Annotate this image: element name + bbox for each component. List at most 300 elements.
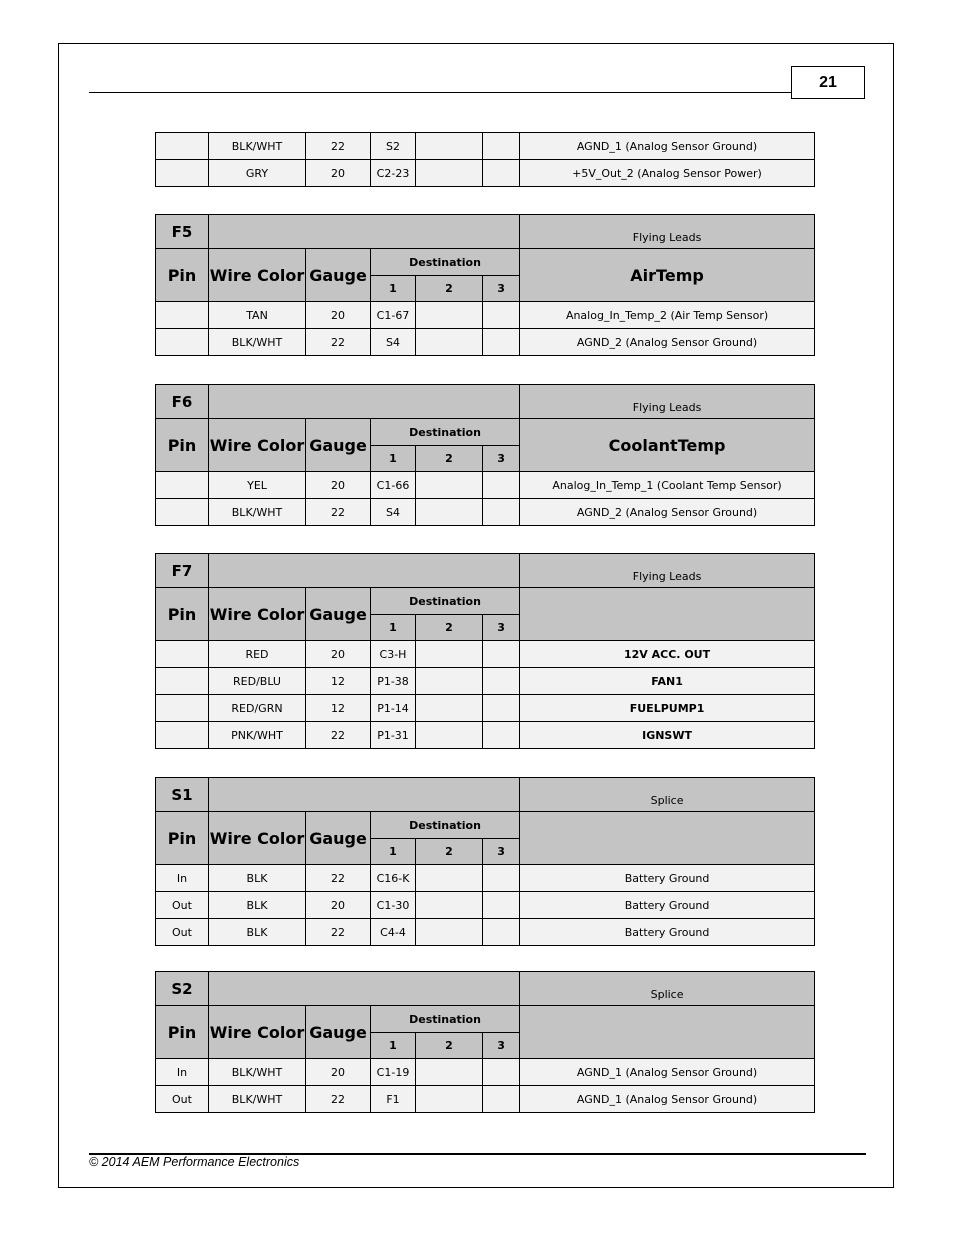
gauge-cell-text: 20	[331, 166, 345, 180]
connector-table-f7	[155, 553, 815, 749]
description-cell	[520, 668, 815, 695]
destination-3-cell	[483, 919, 520, 946]
gauge-cell	[306, 1059, 371, 1086]
destination-1-header	[371, 276, 416, 302]
description-cell-text: AGND_1 (Analog Sensor Ground)	[576, 1065, 758, 1079]
destination-1-cell-text: S4	[386, 335, 400, 349]
gauge-header	[306, 812, 371, 865]
description-cell-text: Battery Ground	[624, 925, 710, 939]
description-cell-text: FUELPUMP1	[629, 701, 705, 715]
pin-cell-text: Out	[172, 898, 192, 912]
wire-color-cell	[209, 302, 306, 329]
destination-header-text: Destination	[409, 425, 481, 439]
gauge-cell	[306, 472, 371, 499]
destination-3-header-text: 3	[497, 845, 505, 858]
wire-color-cell	[209, 160, 306, 187]
wire-color-cell	[209, 668, 306, 695]
connector-blank	[209, 554, 520, 588]
connector-type-text: Splice	[650, 794, 684, 807]
destination-3-header-text: 3	[497, 452, 505, 465]
gauge-header	[306, 419, 371, 472]
pin-header-text: Pin	[167, 265, 197, 285]
destination-2-header-text: 2	[445, 845, 453, 858]
pin-cell	[156, 722, 209, 749]
pin-cell	[156, 160, 209, 187]
wire-color-cell-text: BLK/WHT	[231, 1065, 283, 1079]
gauge-cell	[306, 302, 371, 329]
description-cell-text: +5V_Out_2 (Analog Sensor Power)	[572, 166, 762, 180]
destination-1-cell	[371, 302, 416, 329]
destination-3-cell	[483, 668, 520, 695]
wire-color-header	[209, 419, 306, 472]
destination-1-cell	[371, 329, 416, 356]
wire-color-cell	[209, 695, 306, 722]
header-rule	[89, 92, 791, 93]
destination-2-cell	[416, 865, 483, 892]
destination-3-cell	[483, 472, 520, 499]
wire-color-header-text: Wire Color	[209, 604, 305, 624]
destination-1-cell	[371, 668, 416, 695]
connector-type	[520, 385, 815, 419]
gauge-header	[306, 249, 371, 302]
pin-cell	[156, 892, 209, 919]
destination-2-cell	[416, 695, 483, 722]
gauge-cell	[306, 1086, 371, 1113]
destination-2-cell	[416, 302, 483, 329]
connector-id	[156, 972, 209, 1006]
table-row	[156, 1086, 815, 1113]
description-cell-text: Battery Ground	[624, 871, 710, 885]
gauge-header-text: Gauge	[309, 1022, 367, 1042]
wire-color-cell-text: PNK/WHT	[231, 728, 283, 742]
pin-header	[156, 1006, 209, 1059]
pin-cell	[156, 865, 209, 892]
description-cell-text: 12V ACC. OUT	[624, 647, 711, 661]
gauge-cell-text: 20	[331, 1065, 345, 1079]
table-row	[156, 641, 815, 668]
wire-color-cell-text: BLK/WHT	[231, 335, 283, 349]
pin-cell-text: Out	[172, 1092, 192, 1106]
destination-1-cell-text: C1-66	[376, 478, 410, 492]
connector-type-text: Flying Leads	[632, 231, 702, 244]
destination-1-cell-text: C2-23	[376, 166, 410, 180]
description-cell-text: AGND_2 (Analog Sensor Ground)	[576, 505, 758, 519]
wire-color-header	[209, 249, 306, 302]
destination-3-cell	[483, 695, 520, 722]
continued-table	[155, 132, 815, 187]
destination-1-cell-text: C4-4	[380, 925, 406, 939]
gauge-cell-text: 20	[331, 898, 345, 912]
connector-id	[156, 215, 209, 249]
destination-1-header-text: 1	[389, 452, 397, 465]
destination-2-header-text: 2	[445, 621, 453, 634]
gauge-cell-text: 22	[331, 505, 345, 519]
description-cell-text: Analog_In_Temp_2 (Air Temp Sensor)	[565, 308, 769, 322]
destination-header-text: Destination	[409, 1012, 481, 1026]
description-cell	[520, 160, 815, 187]
destination-1-cell	[371, 133, 416, 160]
table-row	[156, 919, 815, 946]
gauge-header	[306, 1006, 371, 1059]
table-row	[156, 892, 815, 919]
gauge-cell-text: 22	[331, 871, 345, 885]
connector-id-text: F6	[171, 392, 193, 411]
table-row	[156, 329, 815, 356]
function-name	[520, 588, 815, 641]
description-cell-text: Battery Ground	[624, 898, 710, 912]
destination-3-header	[483, 276, 520, 302]
destination-1-cell-text: C1-19	[376, 1065, 410, 1079]
gauge-header	[306, 588, 371, 641]
destination-3-cell	[483, 1086, 520, 1113]
wire-color-cell	[209, 472, 306, 499]
destination-3-cell	[483, 722, 520, 749]
destination-1-cell	[371, 722, 416, 749]
pin-cell	[156, 641, 209, 668]
wire-color-header-text: Wire Color	[209, 828, 305, 848]
table-row	[156, 302, 815, 329]
wire-color-header-text: Wire Color	[209, 435, 305, 455]
wire-color-cell	[209, 892, 306, 919]
pin-cell-text: In	[176, 871, 188, 885]
table-row	[156, 695, 815, 722]
gauge-header-text: Gauge	[309, 604, 367, 624]
destination-3-cell	[483, 329, 520, 356]
destination-2-cell	[416, 722, 483, 749]
destination-1-cell-text: S2	[386, 139, 400, 153]
connector-blank	[209, 215, 520, 249]
destination-header	[371, 588, 520, 615]
destination-3-header-text: 3	[497, 1039, 505, 1052]
connector-type	[520, 972, 815, 1006]
description-cell	[520, 1059, 815, 1086]
wire-color-cell-text: RED/GRN	[231, 701, 283, 715]
destination-3-cell	[483, 865, 520, 892]
destination-1-cell	[371, 472, 416, 499]
pin-cell	[156, 1059, 209, 1086]
connector-id-row	[156, 554, 815, 588]
page-number: 21	[791, 66, 865, 99]
table-row	[156, 133, 815, 160]
gauge-cell	[306, 133, 371, 160]
column-header-row	[156, 249, 815, 276]
gauge-cell	[306, 919, 371, 946]
function-name	[520, 419, 815, 472]
connector-id-row	[156, 215, 815, 249]
wire-color-cell	[209, 1086, 306, 1113]
wire-color-cell-text: BLK/WHT	[231, 505, 283, 519]
wire-color-cell	[209, 1059, 306, 1086]
gauge-cell	[306, 499, 371, 526]
description-cell-text: FAN1	[651, 674, 683, 688]
description-cell	[520, 919, 815, 946]
destination-3-header-text: 3	[497, 282, 505, 295]
description-cell	[520, 892, 815, 919]
pin-cell	[156, 472, 209, 499]
gauge-cell-text: 12	[331, 674, 345, 688]
description-cell	[520, 472, 815, 499]
wire-color-cell	[209, 499, 306, 526]
destination-2-cell	[416, 133, 483, 160]
pin-cell	[156, 695, 209, 722]
description-cell	[520, 329, 815, 356]
connector-id-row	[156, 385, 815, 419]
wire-color-header-text: Wire Color	[209, 265, 305, 285]
destination-3-cell	[483, 499, 520, 526]
destination-2-header	[416, 615, 483, 641]
destination-2-cell	[416, 472, 483, 499]
destination-2-header	[416, 446, 483, 472]
wire-color-cell-text: BLK	[246, 898, 268, 912]
destination-1-cell	[371, 1086, 416, 1113]
footer-copyright: © 2014 AEM Performance Electronics	[89, 1155, 300, 1169]
gauge-header-text: Gauge	[309, 828, 367, 848]
destination-1-cell-text: P1-38	[377, 674, 409, 688]
wire-color-cell-text: RED	[245, 647, 269, 661]
gauge-cell	[306, 329, 371, 356]
function-name	[520, 249, 815, 302]
wire-color-cell-text: BLK	[246, 925, 268, 939]
description-cell-text: AGND_1 (Analog Sensor Ground)	[576, 139, 758, 153]
description-cell-text: IGNSWT	[642, 728, 692, 742]
gauge-header-text: Gauge	[309, 435, 367, 455]
wire-color-cell-text: RED/BLU	[233, 674, 281, 688]
connector-type	[520, 215, 815, 249]
description-cell-text: Analog_In_Temp_1 (Coolant Temp Sensor)	[552, 478, 782, 492]
destination-2-cell	[416, 892, 483, 919]
destination-1-cell	[371, 919, 416, 946]
destination-1-cell-text: S4	[386, 505, 400, 519]
connector-table-f6	[155, 384, 815, 526]
destination-header-text: Destination	[409, 594, 481, 608]
destination-3-cell	[483, 302, 520, 329]
destination-header-text: Destination	[409, 255, 481, 269]
destination-2-header-text: 2	[445, 282, 453, 295]
pin-cell	[156, 329, 209, 356]
wire-color-cell-text: TAN	[246, 308, 268, 322]
connector-table-s2	[155, 971, 815, 1113]
destination-1-cell	[371, 865, 416, 892]
destination-header	[371, 419, 520, 446]
connector-table-s1	[155, 777, 815, 946]
description-cell	[520, 1086, 815, 1113]
gauge-cell	[306, 865, 371, 892]
destination-1-header	[371, 615, 416, 641]
destination-1-header-text: 1	[389, 845, 397, 858]
destination-1-header	[371, 1033, 416, 1059]
function-name	[520, 812, 815, 865]
column-header-row	[156, 588, 815, 615]
connector-id	[156, 554, 209, 588]
destination-1-cell-text: F1	[386, 1092, 400, 1106]
gauge-cell	[306, 722, 371, 749]
destination-1-cell	[371, 695, 416, 722]
column-header-row	[156, 419, 815, 446]
column-header-row	[156, 1006, 815, 1033]
destination-2-header-text: 2	[445, 452, 453, 465]
destination-2-header	[416, 1033, 483, 1059]
wire-color-cell	[209, 641, 306, 668]
destination-2-header	[416, 276, 483, 302]
destination-3-cell	[483, 133, 520, 160]
gauge-header-text: Gauge	[309, 265, 367, 285]
destination-1-header-text: 1	[389, 282, 397, 295]
description-cell	[520, 865, 815, 892]
destination-1-cell	[371, 1059, 416, 1086]
pin-cell	[156, 668, 209, 695]
column-header-row	[156, 812, 815, 839]
pin-header-text: Pin	[167, 828, 197, 848]
destination-2-cell	[416, 499, 483, 526]
connector-blank	[209, 778, 520, 812]
pin-header	[156, 419, 209, 472]
gauge-cell-text: 22	[331, 925, 345, 939]
destination-1-header	[371, 839, 416, 865]
table-row	[156, 668, 815, 695]
gauge-cell-text: 22	[331, 1092, 345, 1106]
destination-1-cell	[371, 892, 416, 919]
connector-id	[156, 778, 209, 812]
destination-3-header-text: 3	[497, 621, 505, 634]
connector-id-text: F7	[171, 561, 193, 580]
description-cell	[520, 641, 815, 668]
connector-table-f5	[155, 214, 815, 356]
description-cell	[520, 722, 815, 749]
function-name-text: AirTemp	[630, 265, 704, 285]
destination-3-cell	[483, 160, 520, 187]
gauge-cell	[306, 668, 371, 695]
destination-2-header	[416, 839, 483, 865]
pin-header	[156, 588, 209, 641]
destination-2-cell	[416, 641, 483, 668]
pin-header-text: Pin	[167, 435, 197, 455]
table-row	[156, 472, 815, 499]
destination-3-header	[483, 839, 520, 865]
pin-cell-text: Out	[172, 925, 192, 939]
gauge-cell	[306, 695, 371, 722]
destination-header	[371, 1006, 520, 1033]
wire-color-header	[209, 588, 306, 641]
destination-1-header-text: 1	[389, 621, 397, 634]
destination-1-cell-text: P1-31	[377, 728, 409, 742]
connector-id-row	[156, 778, 815, 812]
connector-type-text: Flying Leads	[632, 570, 702, 583]
table-row	[156, 1059, 815, 1086]
wire-color-cell-text: BLK	[246, 871, 268, 885]
destination-header	[371, 249, 520, 276]
destination-1-cell-text: C1-67	[376, 308, 410, 322]
description-cell	[520, 133, 815, 160]
description-cell	[520, 499, 815, 526]
destination-1-cell-text: C1-30	[376, 898, 410, 912]
destination-1-cell	[371, 641, 416, 668]
connector-id-text: S1	[171, 785, 193, 804]
pin-cell	[156, 302, 209, 329]
pin-header-text: Pin	[167, 604, 197, 624]
wire-color-cell-text: YEL	[247, 478, 267, 492]
wire-color-cell	[209, 865, 306, 892]
wire-color-cell-text: BLK/WHT	[231, 1092, 283, 1106]
destination-1-cell	[371, 499, 416, 526]
connector-type	[520, 778, 815, 812]
connector-id-text: F5	[171, 222, 193, 241]
gauge-cell	[306, 641, 371, 668]
wire-color-header-text: Wire Color	[209, 1022, 305, 1042]
description-cell	[520, 695, 815, 722]
destination-1-cell	[371, 160, 416, 187]
connector-id	[156, 385, 209, 419]
pin-cell	[156, 133, 209, 160]
destination-3-cell	[483, 641, 520, 668]
destination-1-cell-text: C16-K	[376, 871, 410, 885]
pin-header-text: Pin	[167, 1022, 197, 1042]
wire-color-header	[209, 1006, 306, 1059]
table-row	[156, 160, 815, 187]
destination-3-cell	[483, 1059, 520, 1086]
wire-color-cell	[209, 329, 306, 356]
destination-2-cell	[416, 919, 483, 946]
gauge-cell-text: 20	[331, 647, 345, 661]
destination-2-cell	[416, 160, 483, 187]
connector-id-row	[156, 972, 815, 1006]
gauge-cell-text: 22	[331, 335, 345, 349]
destination-header-text: Destination	[409, 818, 481, 832]
destination-2-cell	[416, 1059, 483, 1086]
table-row	[156, 499, 815, 526]
table-row	[156, 722, 815, 749]
connector-blank	[209, 385, 520, 419]
table-row	[156, 865, 815, 892]
gauge-cell-text: 20	[331, 478, 345, 492]
gauge-cell-text: 22	[331, 728, 345, 742]
description-cell-text: AGND_2 (Analog Sensor Ground)	[576, 335, 758, 349]
destination-3-cell	[483, 892, 520, 919]
gauge-cell-text: 20	[331, 308, 345, 322]
destination-3-header	[483, 446, 520, 472]
pin-header	[156, 812, 209, 865]
description-cell	[520, 302, 815, 329]
wire-color-header	[209, 812, 306, 865]
connector-id-text: S2	[171, 979, 193, 998]
destination-3-header	[483, 1033, 520, 1059]
wire-color-cell	[209, 133, 306, 160]
gauge-cell	[306, 892, 371, 919]
function-name	[520, 1006, 815, 1059]
function-name-text: CoolantTemp	[608, 435, 726, 455]
wire-color-cell-text: BLK/WHT	[231, 139, 283, 153]
pin-cell-text: In	[176, 1065, 188, 1079]
wire-color-cell	[209, 919, 306, 946]
destination-2-cell	[416, 668, 483, 695]
pin-cell	[156, 499, 209, 526]
pin-cell	[156, 1086, 209, 1113]
destination-2-cell	[416, 1086, 483, 1113]
pin-cell	[156, 919, 209, 946]
destination-3-header	[483, 615, 520, 641]
wire-color-cell	[209, 722, 306, 749]
pin-header	[156, 249, 209, 302]
destination-1-header	[371, 446, 416, 472]
destination-2-cell	[416, 329, 483, 356]
destination-1-header-text: 1	[389, 1039, 397, 1052]
destination-2-header-text: 2	[445, 1039, 453, 1052]
connector-type-text: Splice	[650, 988, 684, 1001]
description-cell-text: AGND_1 (Analog Sensor Ground)	[576, 1092, 758, 1106]
connector-blank	[209, 972, 520, 1006]
gauge-cell-text: 12	[331, 701, 345, 715]
connector-type	[520, 554, 815, 588]
wire-color-cell-text: GRY	[245, 166, 269, 180]
